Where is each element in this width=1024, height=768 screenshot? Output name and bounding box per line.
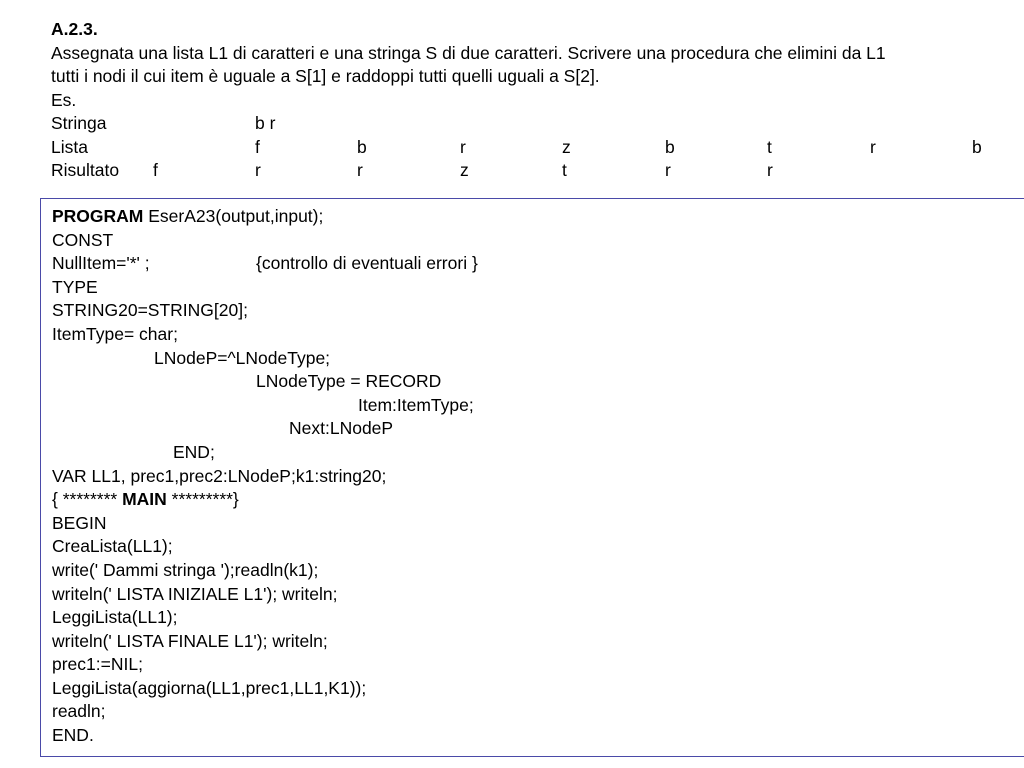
main-comment-keyword: MAIN — [122, 489, 167, 510]
code-line: CreaLista(LL1); — [52, 536, 173, 557]
code-line: BEGIN — [52, 512, 107, 533]
code-line: LeggiLista(LL1); — [52, 607, 178, 628]
code-line — [52, 488, 474, 512]
code-line: STRING20=STRING[20]; — [52, 300, 248, 321]
code-line: writeln(' LISTA INIZIALE L1'); writeln; — [52, 583, 338, 604]
code-line: VAR LL1, prec1,prec2:LNodeP;k1:string20; — [52, 465, 387, 486]
description-line-2: tutti i nodi il cui item è uguale a S[1] e raddoppi tutti quelli uguali a S[2]. — [51, 66, 600, 86]
exercise-header — [51, 18, 1011, 183]
risultato-cell: r — [357, 160, 363, 180]
risultato-cell: r — [255, 160, 261, 180]
lista-cell: r — [870, 136, 876, 157]
code-line: ItemType= char; — [52, 323, 178, 344]
code-line — [52, 252, 478, 276]
program-header: EserA23(output,input); — [143, 206, 324, 226]
risultato-cell: t — [562, 160, 567, 180]
description-line-1: Assegnata una lista L1 di caratteri e una stringa S di due caratteri. Scrivere una procedura che elimini da L1 — [51, 42, 886, 63]
lista-cell: f — [255, 136, 260, 157]
code-line: Item:ItemType; — [358, 394, 474, 415]
code-line: LNodeType = RECORD — [256, 371, 442, 392]
example-row-stringa — [51, 112, 1011, 136]
keyword-program: PROGRAM — [52, 206, 144, 226]
example-label: Es. — [51, 89, 77, 110]
code-line — [52, 205, 474, 229]
code-line: END; — [173, 441, 215, 462]
main-comment-open: { ******** — [52, 489, 123, 510]
stringa-label: Stringa — [51, 113, 107, 133]
code-line: TYPE — [52, 276, 98, 297]
risultato-cell: f — [153, 160, 158, 180]
code-line: CONST — [52, 229, 114, 250]
const-declaration: NullItem='*' ; — [52, 253, 150, 274]
lista-cell: r — [460, 136, 466, 157]
pascal-code — [52, 205, 478, 748]
risultato-cell: r — [767, 160, 773, 180]
risultato-cell: r — [665, 160, 671, 180]
lista-label: Lista — [51, 136, 88, 157]
code-line: END. — [52, 725, 94, 746]
lista-cell: t — [767, 136, 772, 157]
code-line: prec1:=NIL; — [52, 654, 143, 675]
code-line: writeln(' LISTA FINALE L1'); writeln; — [52, 630, 328, 651]
main-comment-close: *********} — [166, 489, 239, 510]
risultato-cell: z — [460, 160, 469, 180]
section-title: A.2.3. — [51, 19, 98, 39]
lista-cell: b — [665, 136, 675, 157]
code-line: Next:LNodeP — [289, 418, 394, 439]
code-line: readln; — [52, 701, 106, 722]
risultato-label: Risultato — [51, 160, 120, 180]
code-line: LNodeP=^LNodeType; — [154, 347, 331, 368]
stringa-value: b r — [255, 113, 276, 133]
code-line: write(' Dammi stringa ');readln(k1); — [52, 559, 319, 580]
code-line: LeggiLista(aggiorna(LL1,prec1,LL1,K1)); — [52, 677, 367, 698]
lista-cell: b — [972, 136, 982, 157]
lista-cell: z — [562, 136, 571, 157]
code-listing-box — [40, 198, 1024, 757]
example-row-lista — [51, 136, 1011, 160]
example-row-risultato — [51, 159, 1011, 183]
const-comment: {controllo di eventuali errori } — [256, 253, 478, 274]
lista-cell: b — [357, 136, 367, 157]
